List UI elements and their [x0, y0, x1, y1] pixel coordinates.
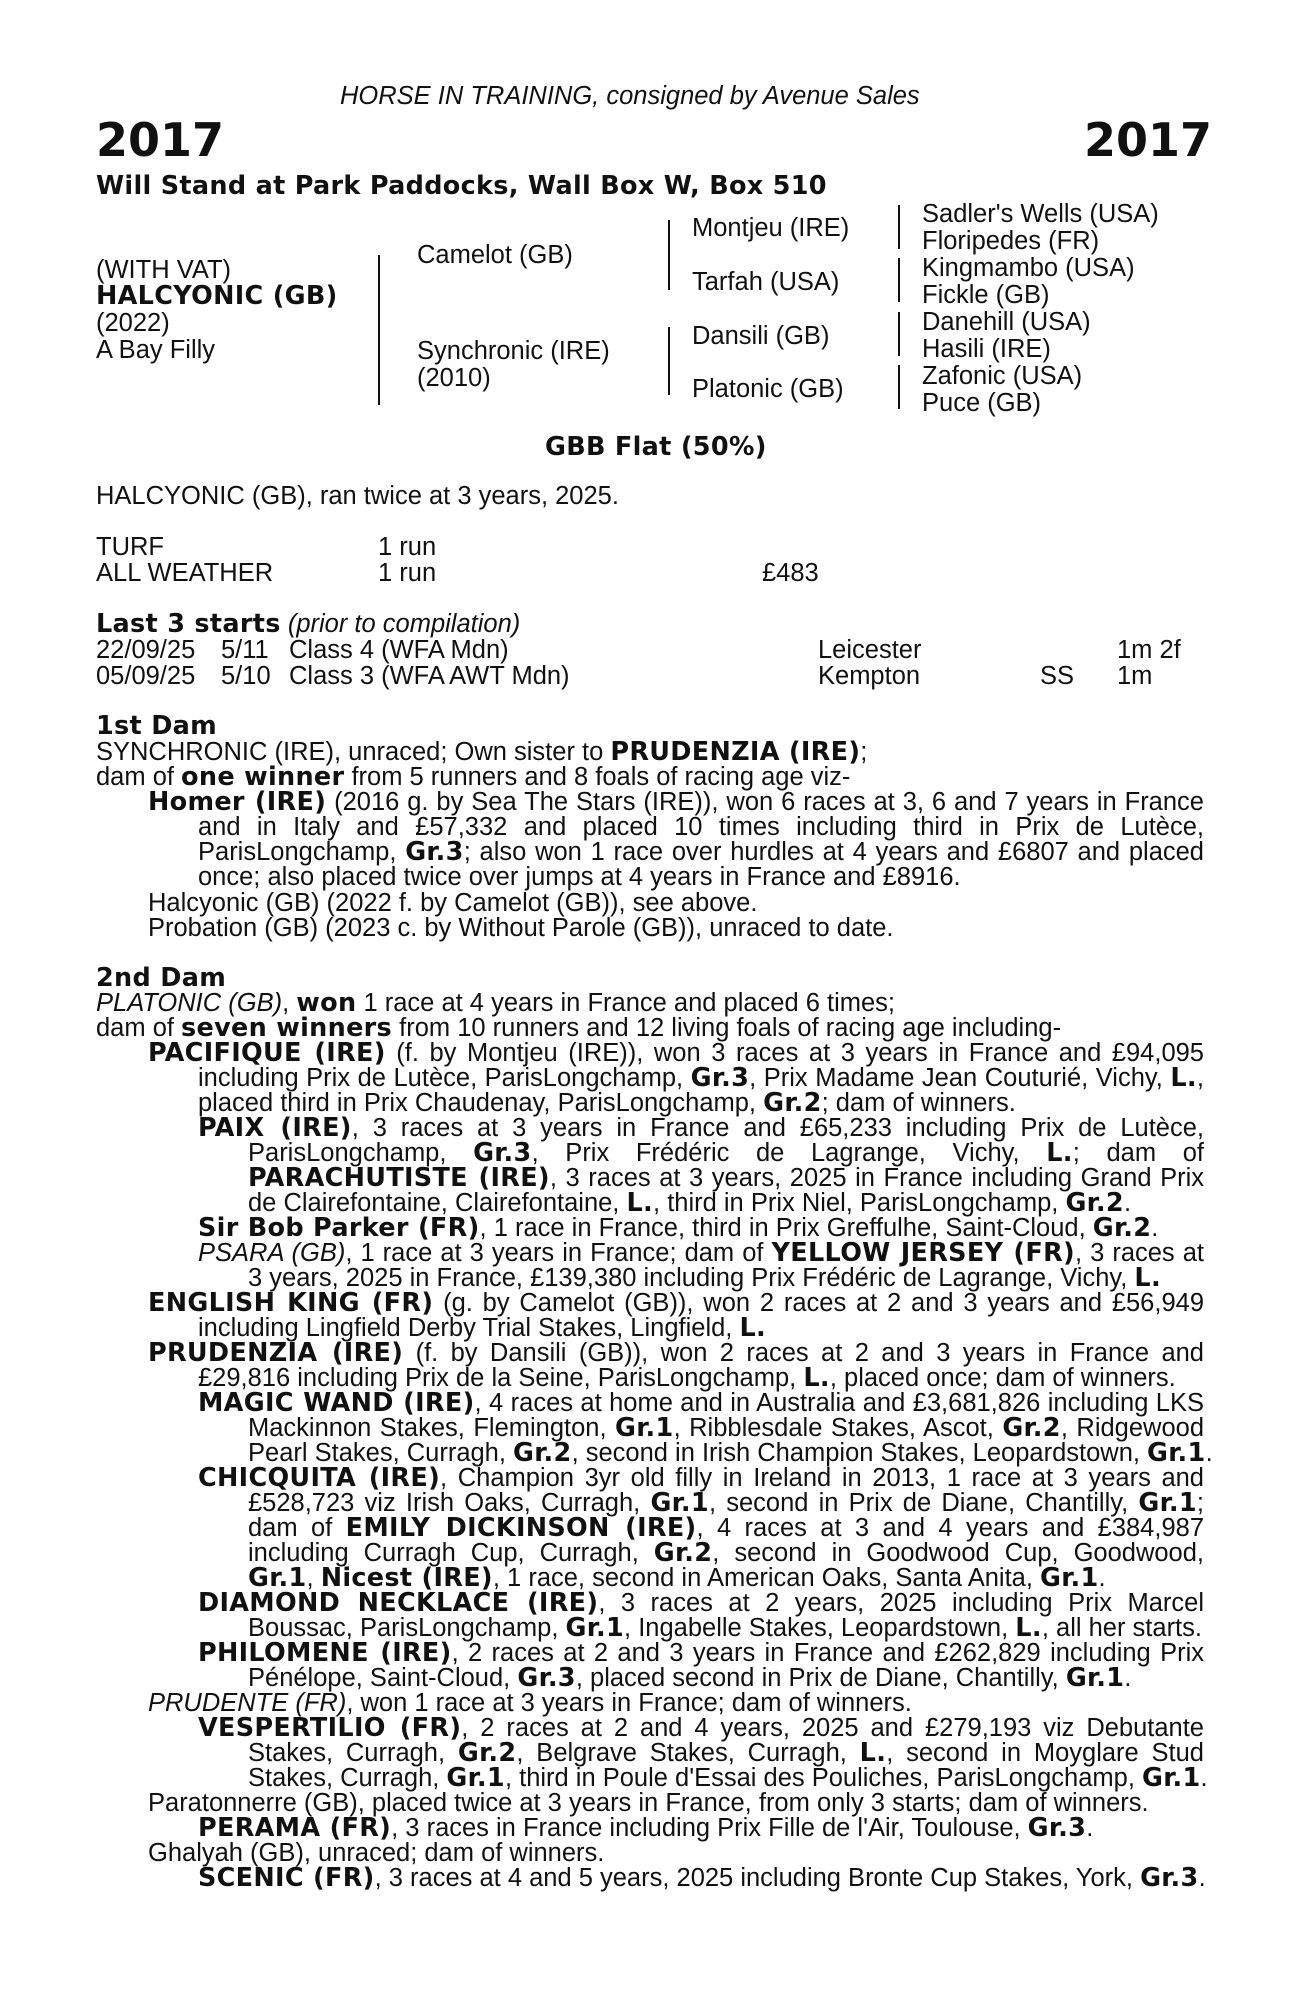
start-race: Class 3 (WFA AWT Mdn) — [289, 662, 570, 690]
text: , placed once; dam of winners. — [829, 1364, 1176, 1392]
grade: Gr.2 — [457, 1741, 517, 1767]
record-runs: 1 run — [378, 533, 437, 561]
text: ; dam of — [1072, 1141, 1204, 1167]
text: dam of — [248, 1516, 346, 1542]
pedigree-gen2-4: Platonic (GB) — [692, 375, 844, 403]
text: Stakes, Curragh, — [248, 1741, 458, 1767]
progeny-line — [148, 790, 1204, 816]
grade: L. — [1134, 1263, 1161, 1293]
text: from 10 runners and 12 living foals of racing age including- — [392, 1014, 1062, 1042]
text: , Ridgewood — [1060, 1416, 1204, 1442]
horse-name-bold: EMILY DICKINSON (IRE) — [345, 1516, 697, 1542]
pedigree-gen2-2: Tarfah (USA) — [692, 268, 840, 296]
progeny-line — [198, 815, 1204, 841]
text: ; — [860, 738, 868, 766]
text: Probation (GB) (2023 c. by Without Parole (GB)), unraced to date. — [148, 914, 894, 942]
text: . — [1098, 1564, 1106, 1592]
text-bold: won — [296, 988, 357, 1018]
grade: L. — [626, 1188, 654, 1218]
progeny-line — [148, 1691, 912, 1717]
progeny-line — [248, 1763, 1208, 1793]
start-course: Kempton — [818, 662, 921, 690]
text: (f. by Dansili (GB)), won 2 races at 2 and 3 years in France and — [403, 1341, 1204, 1367]
horse-name-bold: VESPERTILIO (FR) — [198, 1716, 462, 1742]
horse-name-bold: YELLOW JERSEY (FR) — [771, 1241, 1075, 1267]
lot-number-right: 2017 — [1084, 113, 1213, 167]
grade: Gr.1 — [1065, 1663, 1125, 1693]
pedigree-gen2-1: Montjeu (IRE) — [692, 214, 850, 242]
text: ParisLongchamp, — [248, 1141, 474, 1167]
horse-year: (2022) — [96, 309, 170, 337]
start-position: 5/11 — [221, 636, 269, 664]
grade: Gr.1 — [1147, 1438, 1206, 1468]
progeny-line — [198, 1363, 1176, 1393]
progeny-line — [248, 1563, 1106, 1593]
pedigree-dam-year: (2010) — [417, 364, 491, 392]
lot-number-left: 2017 — [96, 113, 225, 167]
pedigree-gen3-3: Kingmambo (USA) — [922, 254, 1135, 282]
first-dam-title: 1st Dam — [96, 711, 218, 741]
pedigree-gen3-2: Floripedes (FR) — [922, 227, 1100, 255]
text: Ghalyah (GB), unraced; dam of winners. — [148, 1839, 605, 1867]
race-summary: HALCYONIC (GB), ran twice at 3 years, 2025. — [96, 482, 619, 510]
text: , 2 races at 2 and 4 years, 2025 and £279,193 viz Debutante — [461, 1716, 1204, 1742]
horse-description: A Bay Filly — [96, 336, 216, 364]
text: Halcyonic (GB) (2022 f. by Camelot (GB)), see above. — [148, 889, 758, 917]
grade: Gr.1 — [446, 1763, 505, 1793]
text: Boussac, ParisLongchamp, — [248, 1614, 566, 1642]
text: from 5 runners and 8 foals of racing age viz- — [344, 763, 851, 791]
second-dam-title: 2nd Dam — [96, 963, 227, 993]
horse-name-bold: Sir Bob Parker (FR) — [198, 1213, 480, 1243]
grade: Gr.2 — [763, 1088, 822, 1118]
text: , Ingabelle Stakes, Leopardstown, — [624, 1614, 1016, 1642]
progeny-line — [248, 1663, 1132, 1693]
pedigree-gen3-6: Hasili (IRE) — [922, 335, 1051, 363]
grade: Gr.3 — [405, 840, 464, 866]
progeny-line — [148, 1041, 1204, 1067]
grade: L. — [739, 1313, 767, 1343]
grade: Gr.1 — [650, 1491, 709, 1517]
progeny-line — [248, 1141, 1204, 1167]
grade: Gr.2 — [1092, 1213, 1152, 1243]
grade: Gr.1 — [1138, 1491, 1197, 1517]
text: , — [1196, 1066, 1204, 1092]
brace-platonic — [898, 365, 900, 409]
pedigree-gen3-4: Fickle (GB) — [922, 281, 1050, 309]
horse-name-bold: DIAMOND NECKLACE (IRE) — [198, 1591, 599, 1617]
start-course: Leicester — [818, 636, 922, 664]
horse-name-bold: Nicest (IRE) — [320, 1563, 493, 1593]
text: , 4 races at 3 and 4 years and £384,987 — [696, 1516, 1204, 1542]
horse-name-bold: PRUDENZIA (IRE) — [610, 737, 861, 767]
text: Mackinnon Stakes, Flemington, — [248, 1416, 616, 1442]
text: , 3 races at 4 and 5 years, 2025 including Bronte Cup Stakes, York, — [374, 1864, 1141, 1892]
text: including Prix de Lutèce, ParisLongchamp, — [198, 1066, 691, 1092]
horse-name-bold: ENGLISH KING (FR) — [148, 1291, 434, 1317]
text: , — [282, 989, 297, 1017]
pedigree-dam: Synchronic (IRE) — [417, 337, 610, 365]
record-surface: TURF — [96, 533, 164, 561]
text: , second in Prix de Diane, Chantilly, — [708, 1491, 1139, 1517]
record-earnings: £483 — [762, 559, 819, 587]
stand-location: Will Stand at Park Paddocks, Wall Box W, Box 510 — [96, 171, 827, 201]
brace-sire — [668, 220, 670, 290]
text: (2016 g. by Sea The Stars (IRE)), won 6 races at 3, 6 and 7 years in France — [326, 790, 1204, 816]
record-runs: 1 run — [378, 559, 437, 587]
text: de Clairefontaine, Clairefontaine, — [248, 1189, 627, 1217]
text: , Prix Madame Jean Couturié, Vichy, — [749, 1066, 1171, 1092]
progeny-line — [198, 1863, 1206, 1893]
grade: Gr.3 — [1140, 1863, 1199, 1893]
grade: Gr.3 — [690, 1066, 750, 1092]
text: , 1 race in France, third in Prix Greffulhe, Saint-Cloud, — [479, 1214, 1093, 1242]
last-starts-note: (prior to compilation) — [287, 610, 521, 638]
brace-dansili — [898, 312, 900, 356]
record-surface: ALL WEATHER — [96, 559, 274, 587]
text: , Belgrave Stakes, Curragh, — [516, 1741, 860, 1767]
progeny-line — [198, 1466, 1204, 1492]
text: , 1 race, second in American Oaks, Santa Anita, — [492, 1564, 1041, 1592]
horse-name-bold: PRUDENZIA (IRE) — [148, 1341, 404, 1367]
horse-name-italic: PRUDENTE (FR) — [148, 1689, 347, 1717]
pedigree-gen3-5: Danehill (USA) — [922, 308, 1091, 336]
progeny-line — [248, 1438, 1213, 1468]
start-distance: 1m 2f — [1117, 636, 1181, 664]
pedigree-gen3-1: Sadler's Wells (USA) — [922, 200, 1159, 228]
progeny-line — [148, 916, 894, 942]
start-date: 05/09/25 — [96, 662, 196, 690]
text: , 3 races at 3 years, 2025 in France including Grand Prix — [549, 1166, 1204, 1192]
grade: Gr.3 — [1027, 1813, 1087, 1843]
progeny-line — [198, 865, 961, 891]
horse-name-bold: CHICQUITA (IRE) — [198, 1466, 441, 1492]
progeny-line — [248, 1613, 1202, 1643]
text: . — [1124, 1664, 1132, 1692]
grade: Gr.2 — [1065, 1188, 1124, 1218]
grade: Gr.1 — [565, 1613, 625, 1643]
text: , — [306, 1564, 321, 1592]
progeny-line — [248, 1263, 1161, 1293]
gbb-status: GBB Flat (50%) — [545, 432, 767, 462]
start-distance: 1m — [1117, 662, 1153, 690]
text: . — [1086, 1814, 1094, 1842]
text: . — [1123, 1189, 1132, 1217]
text: and in Italy and £57,332 and placed 10 times including third in Prix de Lutèce, — [198, 815, 1204, 841]
text: (g. by Camelot (GB)), won 2 races at 2 and 3 years and £56,949 — [433, 1291, 1204, 1317]
horse-name-bold: SCENIC (FR) — [198, 1863, 375, 1893]
progeny-line — [198, 1716, 1204, 1742]
text: Pénélope, Saint-Cloud, — [248, 1664, 518, 1692]
grade: Gr.2 — [653, 1541, 713, 1567]
text: Stakes, Curragh, — [248, 1764, 447, 1792]
last-starts-title: Last 3 starts — [96, 609, 281, 639]
text: . — [1205, 1439, 1213, 1467]
text: , Ribblesdale Stakes, Ascot, — [673, 1416, 1003, 1442]
text: ParisLongchamp, — [198, 840, 406, 866]
horse-name-italic: PSARA (GB) — [198, 1241, 346, 1267]
grade: L. — [1170, 1066, 1197, 1092]
text: , 1 race at 3 years in France; dam of — [345, 1241, 772, 1267]
progeny-line — [198, 1116, 1204, 1142]
text: . — [1200, 1764, 1208, 1792]
horse-name-bold: PAIX (IRE) — [198, 1116, 352, 1142]
text: , won 1 race at 3 years in France; dam of winners. — [346, 1689, 912, 1717]
text: Pearl Stakes, Curragh, — [248, 1439, 514, 1467]
horse-name-italic: PLATONIC (GB) — [96, 989, 283, 1017]
winner-count: one winner — [181, 762, 345, 792]
first-dam-line — [96, 762, 851, 792]
grade: L. — [1015, 1613, 1042, 1643]
horse-name: HALCYONIC (GB) — [96, 281, 338, 311]
progeny-line — [148, 891, 757, 917]
text: including Lingfield Derby Trial Stakes, Lingfield, — [198, 1314, 740, 1342]
brace-tarfah — [898, 258, 900, 302]
start-flag: SS — [1040, 662, 1075, 690]
grade: L. — [1046, 1141, 1073, 1167]
grade: L. — [859, 1741, 887, 1767]
progeny-line — [198, 1313, 767, 1343]
text: , 3 races at 2 years, 2025 including Prix Marcel — [598, 1591, 1204, 1617]
vat-status: (WITH VAT) — [96, 256, 232, 284]
text: dam of — [96, 763, 182, 791]
text: once; also placed twice over jumps at 4 years in France and £8916. — [198, 863, 961, 891]
start-race: Class 4 (WFA Mdn) — [289, 636, 509, 664]
horse-name-bold: PARACHUTISTE (IRE) — [248, 1166, 550, 1192]
text: Paratonnerre (GB), placed twice at 3 years in France, from only 3 starts; dam of winners. — [148, 1789, 1149, 1817]
text: . — [1198, 1864, 1206, 1892]
text: SYNCHRONIC (IRE), unraced; Own sister to — [96, 738, 611, 766]
winner-count: seven winners — [181, 1013, 393, 1043]
text: £29,816 including Prix de la Seine, ParisLongchamp, — [198, 1364, 804, 1392]
grade: Gr.3 — [473, 1141, 532, 1167]
second-dam-line — [96, 1013, 1062, 1043]
text: placed third in Prix Chaudenay, ParisLongchamp, — [198, 1089, 764, 1117]
text: dam of — [96, 1014, 182, 1042]
progeny-line — [198, 1213, 1159, 1243]
horse-name-bold: PHILOMENE (IRE) — [198, 1641, 452, 1667]
text: £528,723 viz Irish Oaks, Curragh, — [248, 1491, 651, 1517]
horse-name-bold: PERAMA (FR) — [198, 1813, 392, 1843]
text: 1 race at 4 years in France and placed 6 times; — [356, 989, 896, 1017]
text: , second in Goodwood Cup, Goodwood, — [712, 1541, 1204, 1567]
grade: Gr.2 — [1002, 1416, 1061, 1442]
horse-name-bold: MAGIC WAND (IRE) — [198, 1391, 475, 1417]
grade: Gr.1 — [248, 1563, 307, 1593]
pedigree-gen3-8: Puce (GB) — [922, 389, 1042, 417]
text: , all her starts. — [1041, 1614, 1202, 1642]
text: (f. by Montjeu (IRE)), won 3 races at 3 years in France and £94,095 — [385, 1041, 1204, 1067]
brace-dam — [668, 327, 670, 395]
grade: L. — [803, 1363, 830, 1393]
text: ; — [1196, 1491, 1204, 1517]
text: , 3 races at 3 years in France and £65,233 including Prix de Lutèce, — [351, 1116, 1204, 1142]
progeny-line — [248, 1516, 1204, 1542]
horse-name-bold: PACIFIQUE (IRE) — [148, 1041, 386, 1067]
text: , third in Poule d'Essai des Pouliches, ParisLongchamp, — [504, 1764, 1142, 1792]
progeny-line — [198, 1813, 1094, 1843]
text: , 3 races in France including Prix Fille de l'Air, Toulouse, — [391, 1814, 1028, 1842]
text: , second in Irish Champion Stakes, Leopardstown, — [571, 1439, 1148, 1467]
grade: Gr.2 — [513, 1438, 572, 1468]
text: , 2 races at 2 and 3 years in France and £262,829 including Prix — [451, 1641, 1204, 1667]
text: , second in Moyglare Stud — [886, 1741, 1204, 1767]
text: , 3 races at — [1075, 1241, 1204, 1267]
progeny-line — [248, 1491, 1204, 1517]
grade: Gr.3 — [517, 1663, 576, 1693]
grade: Gr.1 — [1142, 1763, 1201, 1793]
text: , third in Prix Niel, ParisLongchamp, — [653, 1189, 1066, 1217]
pedigree-sire: Camelot (GB) — [417, 241, 573, 269]
brace-main — [378, 255, 380, 405]
text: , Champion 3yr old filly in Ireland in 2013, 1 race at 3 years and — [440, 1466, 1204, 1492]
text: , Prix Frédéric de Lagrange, Vichy, — [531, 1141, 1047, 1167]
horse-name-bold: Homer (IRE) — [148, 790, 327, 816]
text: including Curragh Cup, Curragh, — [248, 1541, 654, 1567]
text: , 4 races at home and in Australia and £3,681,826 including LKS — [474, 1391, 1204, 1417]
progeny-line — [198, 1088, 1016, 1118]
text: , placed second in Prix de Diane, Chantilly, — [575, 1664, 1066, 1692]
pedigree-gen3-7: Zafonic (USA) — [922, 362, 1083, 390]
start-date: 22/09/25 — [96, 636, 196, 664]
consignor-line: HORSE IN TRAINING, consigned by Avenue Sales — [340, 82, 920, 110]
text: ; dam of winners. — [821, 1089, 1016, 1117]
grade: Gr.1 — [615, 1416, 674, 1442]
text: 3 years, 2025 in France, £139,380 including Prix Frédéric de Lagrange, Vichy, — [248, 1264, 1135, 1292]
text: ; also won 1 race over hurdles at 4 years and £6807 and placed — [463, 840, 1204, 866]
progeny-line — [198, 1391, 1204, 1417]
grade: Gr.1 — [1040, 1563, 1099, 1593]
start-position: 5/10 — [221, 662, 271, 690]
pedigree-gen2-3: Dansili (GB) — [692, 322, 830, 350]
text: . — [1151, 1214, 1159, 1242]
brace-montjeu — [898, 205, 900, 249]
last-starts-heading — [96, 609, 521, 639]
